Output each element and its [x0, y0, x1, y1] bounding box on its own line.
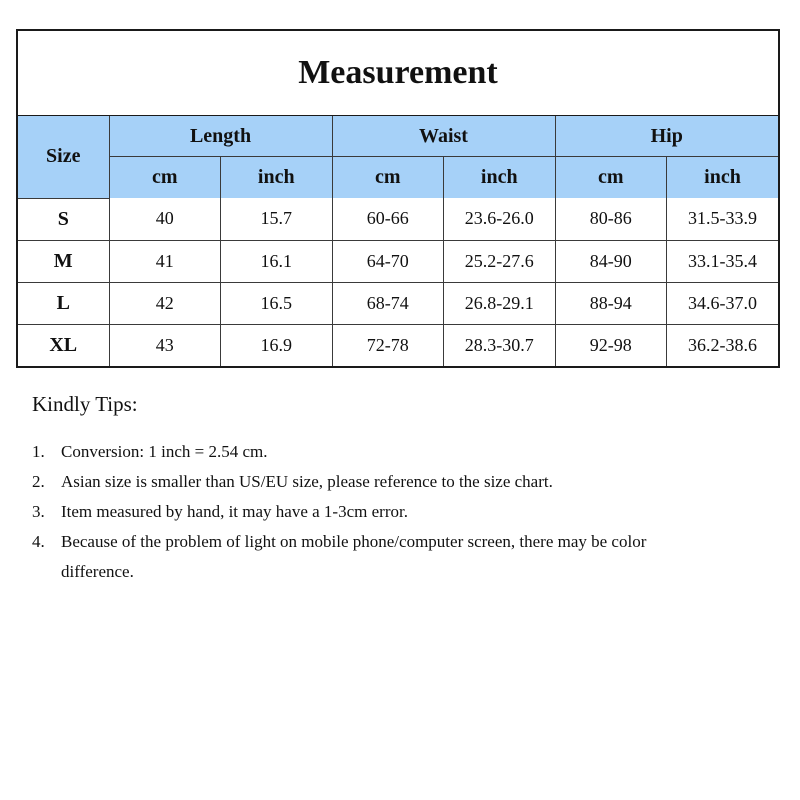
size-header: Size [18, 116, 109, 198]
list-text: Conversion: 1 inch = 2.54 cm. [61, 442, 268, 461]
table-cell: 92-98 [555, 324, 667, 366]
table-cell: 16.5 [221, 282, 333, 324]
header-row-units [18, 157, 778, 199]
table-cell: 42 [109, 282, 221, 324]
table-cell: 60-66 [332, 198, 444, 240]
table-cell: 40 [109, 198, 221, 240]
table-cell: 33.1-35.4 [667, 240, 779, 282]
table-cell: 72-78 [332, 324, 444, 366]
table-cell: 68-74 [332, 282, 444, 324]
list-text: Because of the problem of light on mobile phone/computer screen, there may be color difference. [61, 532, 647, 581]
list-text: Item measured by hand, it may have a 1-3cm error. [61, 502, 408, 521]
table-cell: 88-94 [555, 282, 667, 324]
table-cell: 16.9 [221, 324, 333, 366]
unit-header: cm [555, 157, 667, 199]
table-cell: 16.1 [221, 240, 333, 282]
table-cell: 23.6-26.0 [444, 198, 556, 240]
list-number: 4. [32, 532, 45, 551]
group-header-waist: Waist [332, 116, 555, 157]
table-row [18, 324, 778, 366]
list-item [32, 467, 772, 497]
unit-header: cm [332, 157, 444, 199]
size-cell: L [18, 282, 109, 324]
unit-header: inch [444, 157, 556, 199]
list-item [32, 437, 772, 467]
list-number: 3. [32, 502, 45, 521]
table-row [18, 282, 778, 324]
table-cell: 26.8-29.1 [444, 282, 556, 324]
header-row-groups [18, 116, 778, 157]
group-header-hip: Hip [555, 116, 778, 157]
size-cell: XL [18, 324, 109, 366]
chart-title: Measurement [18, 31, 778, 116]
table-cell: 41 [109, 240, 221, 282]
table-cell: 36.2-38.6 [667, 324, 779, 366]
table-cell: 31.5-33.9 [667, 198, 779, 240]
tips-list [32, 437, 772, 587]
list-number: 1. [32, 442, 45, 461]
table-cell: 34.6-37.0 [667, 282, 779, 324]
table-row [18, 198, 778, 240]
size-cell: M [18, 240, 109, 282]
table-cell: 80-86 [555, 198, 667, 240]
table-cell: 84-90 [555, 240, 667, 282]
tips-title: Kindly Tips: [32, 392, 138, 416]
tips-section [32, 392, 772, 587]
table-row [18, 240, 778, 282]
measurement-table [18, 116, 778, 366]
list-item [32, 527, 772, 587]
list-item [32, 497, 772, 527]
unit-header: cm [109, 157, 221, 199]
group-header-length: Length [109, 116, 332, 157]
list-number: 2. [32, 472, 45, 491]
table-cell: 43 [109, 324, 221, 366]
size-cell: S [18, 198, 109, 240]
table-cell: 25.2-27.6 [444, 240, 556, 282]
list-text: Asian size is smaller than US/EU size, please reference to the size chart. [61, 472, 553, 491]
unit-header: inch [221, 157, 333, 199]
table-cell: 64-70 [332, 240, 444, 282]
size-chart [16, 29, 780, 368]
table-cell: 15.7 [221, 198, 333, 240]
table-cell: 28.3-30.7 [444, 324, 556, 366]
unit-header: inch [667, 157, 779, 199]
